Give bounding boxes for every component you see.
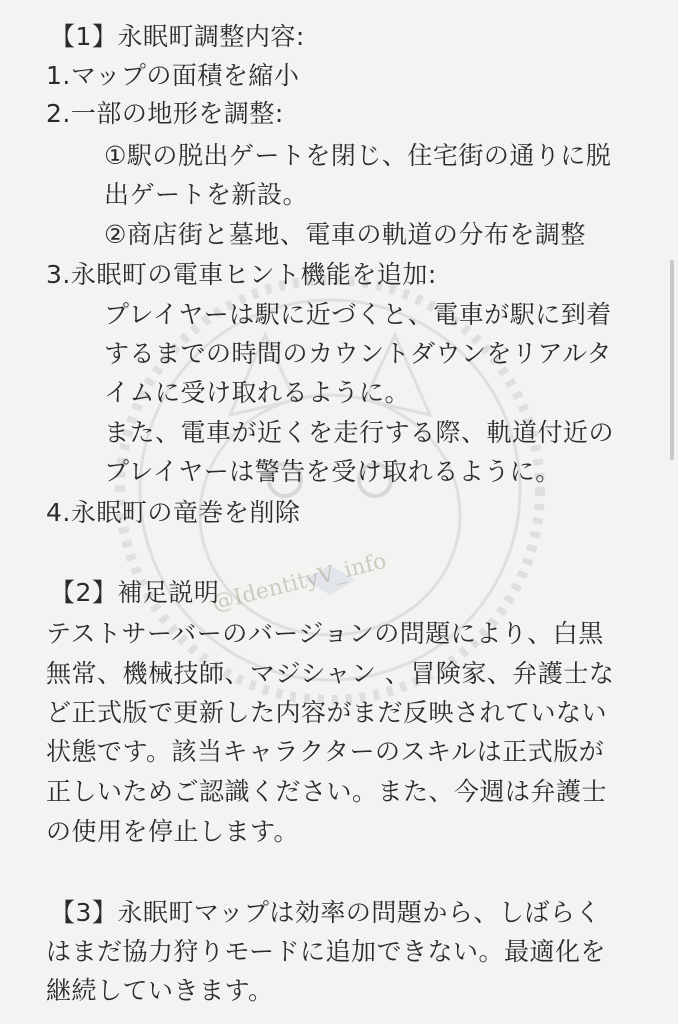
- section1-item2: 2.一部の地形を調整:: [46, 99, 284, 128]
- section1-item3-line1: プレイヤーは駅に近づくと、電車が駅に到着: [104, 300, 612, 329]
- section2-line1: テストサーバーのバージョンの問題により、白黒: [46, 619, 604, 648]
- section1-item1: 1.マップの面積を縮小: [46, 61, 300, 90]
- section2-line2: 無常、機械技師、マジシャン 、冒険家、弁護士な: [46, 659, 615, 688]
- section3-line2: はまだ協力狩りモードに追加できない。最適化を: [46, 937, 607, 966]
- section2-line5: 正しいためご認識ください。また、今週は弁護士: [46, 777, 608, 806]
- section3-line1: 【3】永眠町マップは効率の問題から、しばらく: [50, 898, 601, 927]
- section3-line3: 継続していきます。: [46, 976, 274, 1005]
- watermark-text: @IdentityV_info: [209, 548, 389, 617]
- section1-item3-line3: イムに受け取れるように。: [104, 378, 411, 407]
- section1-sub2: ②商店街と墓地、電車の軌道の分布を調整: [104, 220, 586, 249]
- section1-item3: 3.永眠町の電車ヒント機能を追加:: [46, 260, 437, 289]
- section1-heading: 【1】永眠町調整内容:: [50, 22, 305, 51]
- section1-item4: 4.永眠町の竜巻を削除: [46, 498, 301, 527]
- section1-sub1-line2: 出ゲートを新設。: [104, 180, 309, 209]
- scrollbar[interactable]: [670, 260, 674, 460]
- section1-item3-line5: プレイヤーは警告を受け取れるように。: [104, 457, 561, 486]
- section1-item3-line4: また、電車が近くを走行する際、軌道付近の: [104, 418, 615, 447]
- section2-line6: の使用を停止します。: [46, 817, 300, 846]
- section2-heading: 【2】補足説明: [50, 578, 220, 607]
- section1-item3-line2: するまでの時間のカウントダウンをリアルタ: [104, 339, 613, 368]
- section2-line4: 状態です。該当キャラクターのスキルは正式版が: [46, 737, 605, 766]
- section2-line3: ど正式版で更新した内容がまだ反映されていない: [46, 698, 608, 727]
- section1-sub1-line1: ①駅の脱出ゲートを閉じ、住宅街の通りに脱: [104, 141, 612, 170]
